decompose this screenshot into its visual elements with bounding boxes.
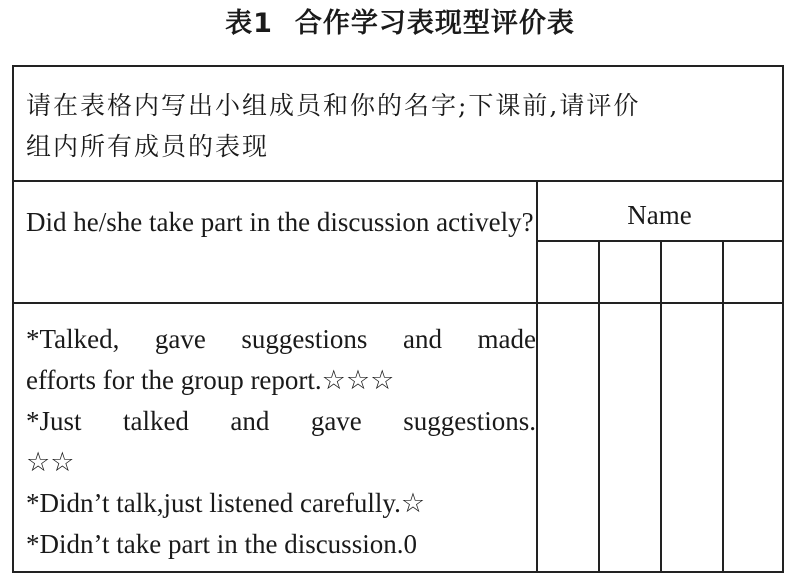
name-cell-2[interactable]	[600, 242, 660, 302]
criterion-4: *Didn’t take part in the discussion.0	[26, 529, 417, 559]
table-title: 合作学习表现型评价表	[294, 8, 575, 39]
name-cell-3[interactable]	[662, 242, 722, 302]
criterion-1-line-1: *Talked, gave suggestions and made	[26, 324, 536, 354]
criteria-cell	[26, 319, 536, 565]
table-number: 表1	[225, 8, 273, 39]
instruction-line-1: 请在表格内写出小组成员和你的名字;下课前,请评价	[26, 91, 641, 120]
table-caption	[0, 6, 800, 42]
row-divider-instruction	[14, 180, 782, 182]
criterion-2-line-2: ☆☆	[26, 447, 75, 477]
name-cell-1[interactable]	[538, 242, 598, 302]
criterion-3: *Didn’t talk,just listened carefully.☆	[26, 488, 426, 518]
name-cell-4[interactable]	[724, 242, 782, 302]
rating-cell-4[interactable]	[724, 304, 782, 571]
criterion-2-line-1: *Just talked and gave suggestions.	[26, 406, 536, 436]
rating-cell-1[interactable]	[538, 304, 598, 571]
name-column-header: Name	[627, 200, 692, 230]
rating-cell-3[interactable]	[662, 304, 722, 571]
instruction-text	[26, 85, 774, 167]
rating-cell-2[interactable]	[600, 304, 660, 571]
criterion-1-line-2: efforts for the group report.☆☆☆	[26, 365, 395, 395]
evaluation-table	[12, 65, 784, 573]
instruction-line-2: 组内所有成员的表现	[26, 132, 270, 161]
question-cell: Did he/she take part in the discussion actively?	[26, 207, 534, 237]
